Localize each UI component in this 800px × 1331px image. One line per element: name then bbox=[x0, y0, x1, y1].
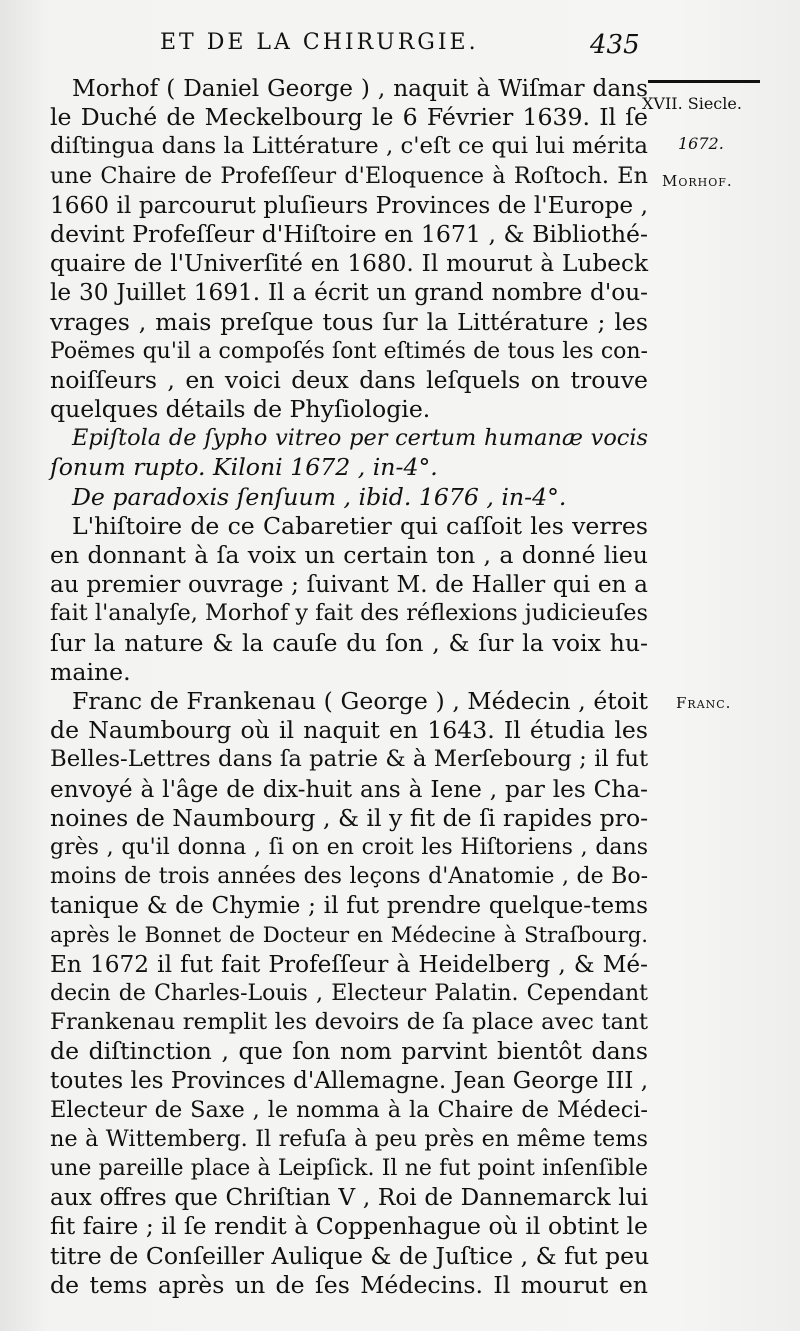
text-line: 1660 il parcourut pluſieurs Provinces de l'Europe , bbox=[50, 191, 648, 219]
text-line: de diſtinction , que ſon nom parvint bientôt dans bbox=[50, 1037, 648, 1066]
text-line: de Naumbourg où il naquit en 1643. Il étudia les bbox=[50, 716, 648, 745]
text-line: En 1672 il fut fait Profeſſeur à Heidelberg , & Mé- bbox=[50, 950, 648, 978]
text-line: quaire de l'Univerſité en 1680. Il mourut à Lubeck bbox=[50, 250, 648, 278]
text-line: tanique & de Chymie ; il fut prendre quelque-tems bbox=[50, 892, 648, 920]
page-number: 435 bbox=[590, 30, 640, 60]
text-line: après le Bonnet de Docteur en Médecine à Straſbourg. bbox=[50, 922, 648, 948]
text-line: toutes les Provinces d'Allemagne. Jean George III , bbox=[50, 1067, 649, 1095]
text-line: Frankenau remplit les devoirs de ſa place avec tant bbox=[50, 1009, 648, 1035]
text-line: quelques détails de Phyſiologie. bbox=[50, 395, 431, 424]
margin-note-morhof: Morhof. bbox=[662, 172, 733, 190]
text-line: titre de Conſeiller Aulique & de Juſtice , & fut peu bbox=[50, 1241, 650, 1270]
text-line: moins de trois années des leçons d'Anatomie , de Bo- bbox=[50, 864, 648, 890]
text-line: Epiſtola de ſypho vitreo per certum humanæ vocis bbox=[72, 425, 648, 452]
text-line: Morhof ( Daniel George ) , naquit à Wiſmar dans bbox=[72, 75, 648, 102]
text-line: Franc de Frankenau ( George ) , Médecin , étoit bbox=[72, 686, 648, 715]
text-line: devint Profeſſeur d'Hiſtoire en 1671 , & Bibliothé- bbox=[50, 219, 648, 248]
text-line: en donnant à ſa voix un certain ton , a donné lieu bbox=[50, 541, 648, 569]
margin-note-century: XVII. Siecle. bbox=[642, 94, 742, 113]
margin-note-year: 1672. bbox=[678, 134, 724, 153]
running-title: ET DE LA CHIRURGIE. bbox=[160, 30, 479, 55]
text-line: de tems après un de ſes Médecins. Il mourut en bbox=[50, 1270, 648, 1299]
text-line: grès , qu'il donna , ſi on en croit les Hiſtoriens , dans bbox=[50, 834, 648, 860]
text-line: Belles-Lettres dans ſa patrie & à Merſebourg ; il fut bbox=[50, 746, 649, 773]
text-line: Poëmes qu'il a compoſés ſont eſtimés de tous les con- bbox=[50, 338, 648, 364]
text-line: au premier ouvrage ; ſuivant M. de Haller qui en a bbox=[50, 571, 648, 599]
body-text bbox=[50, 74, 648, 1300]
text-line: L'hiſtoire de ce Cabaretier qui caſſoit les verres bbox=[72, 511, 648, 540]
margin-rule bbox=[648, 80, 760, 83]
margin-note-franc: Franc. bbox=[676, 694, 732, 712]
text-line: une Chaire de Profeſſeur d'Eloquence à Roſtoch. En bbox=[50, 162, 648, 189]
text-line: fait l'analyſe, Morhof y fait des réflexions judicieuſes bbox=[50, 600, 648, 627]
text-line: ne à Wittemberg. Il refuſa à peu près en même tems bbox=[50, 1125, 648, 1152]
text-line: maine. bbox=[50, 657, 131, 686]
text-line: De paradoxis ſenſuum , ibid. 1676 , in-4°. bbox=[72, 482, 567, 511]
text-line: noiſſeurs , en voici deux dans leſquels on trouve bbox=[50, 365, 648, 394]
text-line: envoyé à l'âge de dix-huit ans à Iene , par les Cha- bbox=[50, 775, 648, 803]
text-line: une pareille place à Leipſick. Il ne fut point inſenſible bbox=[50, 1155, 648, 1181]
text-line: aux offres que Chriſtian V , Roi de Dannemarck lui bbox=[50, 1184, 648, 1212]
text-line: le Duché de Meckelbourg le 6 Février 1639. Il ſe bbox=[50, 103, 648, 132]
text-line: ſonum rupto. Kiloni 1672 , in-4°. bbox=[50, 453, 438, 482]
text-line: vrages , mais preſque tous ſur la Littérature ; les bbox=[50, 307, 648, 336]
text-line: le 30 Juillet 1691. Il a écrit un grand nombre d'ou- bbox=[50, 279, 648, 307]
text-line: decin de Charles-Louis , Electeur Palatin. Cependant bbox=[50, 980, 648, 1006]
text-line: fit faire ; il ſe rendit à Coppenhague où il obtint le bbox=[50, 1212, 648, 1241]
text-line: diſtingua dans la Littérature , c'eſt ce qui lui mérita bbox=[50, 133, 648, 160]
text-line: Electeur de Saxe , le nomma à la Chaire de Médeci- bbox=[50, 1096, 648, 1123]
text-line: noines de Naumbourg , & il y fit de ſi rapides pro- bbox=[50, 803, 649, 832]
text-line: ſur la nature & la cauſe du ſon , & ſur la voix hu- bbox=[50, 628, 648, 657]
